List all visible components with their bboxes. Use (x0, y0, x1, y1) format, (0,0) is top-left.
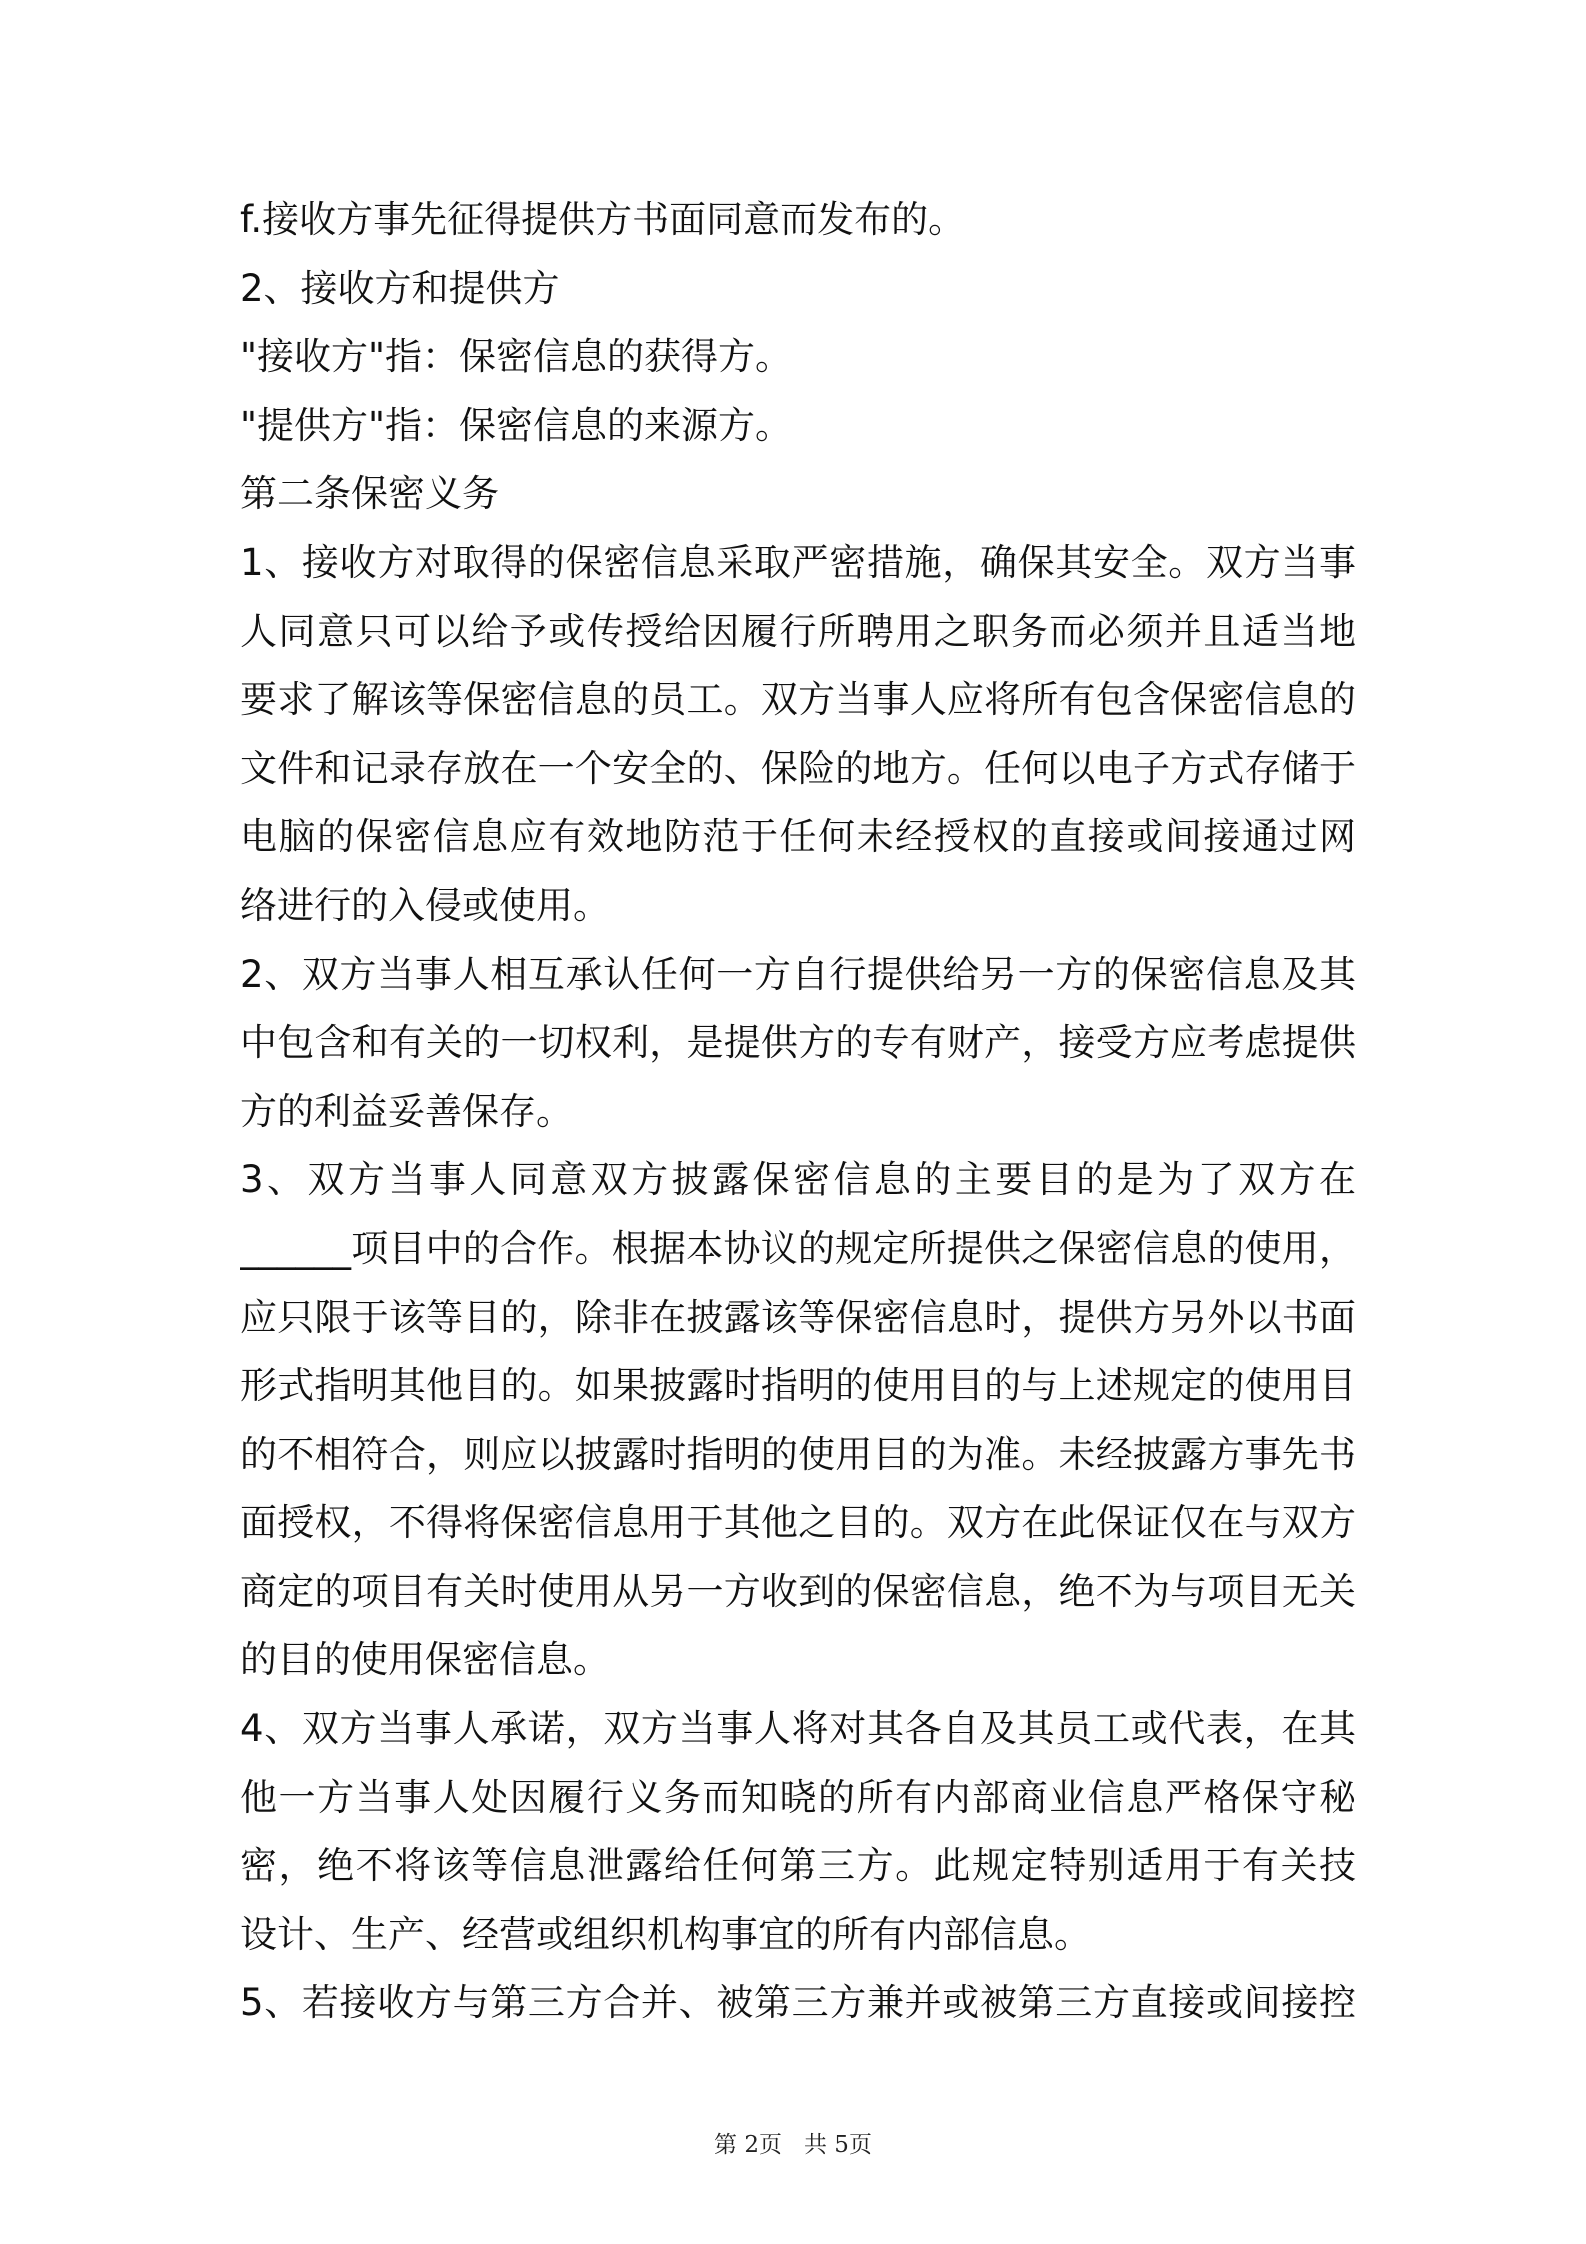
text-line: "接收方"指：保密信息的获得方。 (240, 335, 793, 379)
text-line: 络进行的入侵或使用。 (240, 883, 610, 927)
text-line: 商定的项目有关时使用从另一方收到的保密信息，绝不为与项目无关 (240, 1569, 1356, 1613)
text-line: 2、接收方和提供方 (240, 266, 560, 310)
document-body (240, 186, 1356, 2038)
page-total: 共 5页 (804, 2132, 872, 2158)
text-line: 3、双方当事人同意双方披露保密信息的主要目的是为了双方在 (240, 1158, 1356, 1202)
text-line: 文件和记录存放在一个安全的、保险的地方。任何以电子方式存储于 (240, 746, 1356, 790)
text-line: "提供方"指：保密信息的来源方。 (240, 403, 793, 447)
text-line: 中包含和有关的一切权利，是提供方的专有财产，接受方应考虑提供 (240, 1021, 1356, 1065)
page-footer (0, 2126, 1586, 2159)
text-line: 的目的使用保密信息。 (240, 1638, 610, 1682)
text-line: 形式指明其他目的。如果披露时指明的使用目的与上述规定的使用目 (240, 1364, 1356, 1408)
text-line: 方的利益妥善保存。 (240, 1089, 573, 1133)
text-line: 4、双方当事人承诺，双方当事人将对其各自及其员工或代表，在其 (240, 1707, 1356, 1751)
text-line: f.接收方事先征得提供方书面同意而发布的。 (240, 198, 966, 241)
text-line: 的不相符合，则应以披露时指明的使用目的为准。未经披露方事先书 (240, 1432, 1356, 1476)
text-line: 第二条保密义务 (240, 472, 499, 516)
text-line: 5、若接收方与第三方合并、被第三方兼并或被第三方直接或间接控 (240, 1981, 1356, 2025)
text-line: 电脑的保密信息应有效地防范于任何未经授权的直接或间接通过网 (240, 815, 1356, 859)
text-line: 密，绝不将该等信息泄露给任何第三方。此规定特别适用于有关技 (240, 1844, 1356, 1888)
text-line: 人同意只可以给予或传授给因履行所聘用之职务而必须并且适当地 (240, 609, 1356, 653)
text-line: 设计、生产、经营或组织机构事宜的所有内部信息。 (240, 1912, 1091, 1956)
text-line: ______项目中的合作。根据本协议的规定所提供之保密信息的使用， (240, 1226, 1356, 1270)
text-line: 他一方当事人处因履行义务而知晓的所有内部商业信息严格保守秘 (240, 1775, 1356, 1819)
text-line: 面授权，不得将保密信息用于其他之目的。双方在此保证仅在与双方 (240, 1501, 1356, 1545)
page-number: 第 2页 (714, 2132, 782, 2158)
text-line: 应只限于该等目的，除非在披露该等保密信息时，提供方另外以书面 (240, 1295, 1356, 1339)
text-line: 1、接收方对取得的保密信息采取严密措施，确保其安全。双方当事 (240, 540, 1356, 584)
text-line: 2、双方当事人相互承认任何一方自行提供给另一方的保密信息及其 (240, 952, 1356, 996)
text-line: 要求了解该等保密信息的员工。双方当事人应将所有包含保密信息的 (240, 678, 1356, 722)
